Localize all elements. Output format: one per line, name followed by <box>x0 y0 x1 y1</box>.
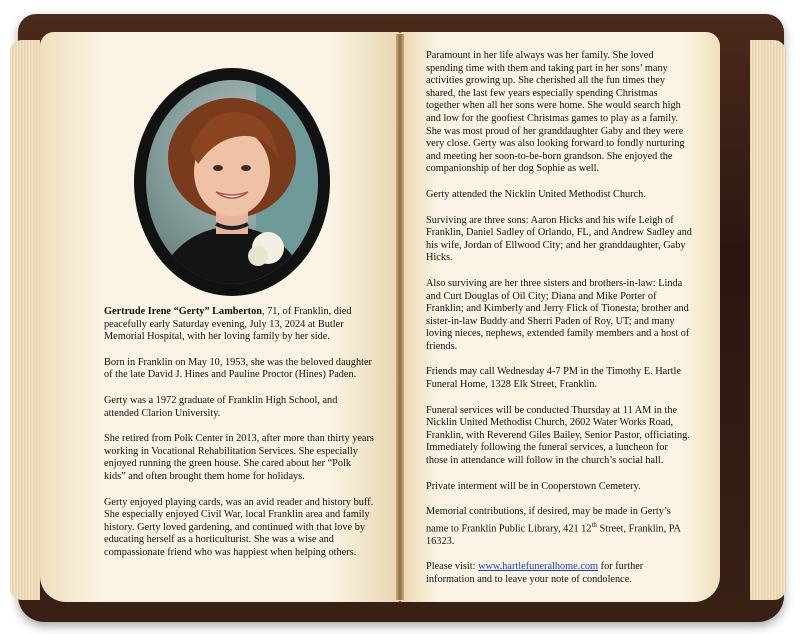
visitation-paragraph: Friends may call Wednesday 4-7 PM in the Timothy E. Hartle Funeral Home, 1328 Elk Street, Franklin. <box>426 366 681 391</box>
siblings-paragraph: Also surviving are her three sisters and brothers-in-law: Linda and Curt Douglas of Oil City; Diana and Mike Porter of Franklin; and Kimberly and Jerry Flick of Tionesta; brother and sister-in-law Buddy and Sherri Paden of Roy, UT; and many loving nieces, nephews, extended family members and a host of friends. <box>426 277 690 352</box>
book-spine <box>396 34 404 600</box>
visit-paragraph: Please visit: www.hartlefuneralhome.com for further information and to leave your note of condolence. <box>426 561 644 586</box>
survivors-paragraph: Surviving are three sons: Aaron Hicks and his wife Leigh of Franklin, Daniel Sadley of Orlando, FL, and Andrew Sadley and his wife, Jordan of Ellwood City; and her granddaughter, Gaby Hicks. <box>426 214 692 264</box>
portrait-photo <box>146 80 318 284</box>
right-column <box>426 50 692 600</box>
career-paragraph: She retired from Polk Center in 2013, after more than thirty years working in Vocational Rehabilitation Services. She especially enjoyed running the green house. She cared about her “Polk kids” and often brought them home for holidays. <box>104 433 374 482</box>
intro-paragraph: Gertrude Irene “Gerty” Lamberton, 71, of Franklin, died peacefully early Saturday evening, July 13, 2024 at Butler Memorial Hospital, with her loving family by her side. <box>104 306 352 343</box>
page-edges-right <box>750 40 786 600</box>
left-column <box>104 306 374 573</box>
deceased-name: Gertrude Irene “Gerty” Lamberton <box>104 306 262 317</box>
church-paragraph: Gerty attended the Nicklin United Methodist Church. <box>426 188 646 200</box>
birth-paragraph: Born in Franklin on May 10, 1953, she was the beloved daughter of the late David J. Hines and Pauline Proctor (Hines) Paden. <box>104 356 372 381</box>
interests-paragraph: Gerty enjoyed playing cards, was an avid reader and history buff. She especially enjoyed Civil War, local Franklin area and family history. Gerty loved gardening, and continued with that love by educating herself as a horticulturist. She was a wise and compassionate friend who was happiest when helping others. <box>104 496 374 558</box>
funeral-paragraph: Funeral services will be conducted Thursday at 11 AM in the Nicklin United Methodist Church, 2602 Water Works Road, Franklin, with Reverend Giles Bailey, Senior Pastor, officiating. Immediately following the funeral services, a luncheon for those in attendance will follow in the church’s social hall. <box>426 404 690 467</box>
family-paragraph: Paramount in her life always was her family. She loved spending time with them and taking part in her sons’ many activities growing up. She cherished all the fun times they shared, the last few years especially spending Christmas together when all her sons were home. She would search high and low for the goofiest Christmas games to play as a family. She was most proud of her granddaughter Gaby and they were very close. Gerty was also looking forward to fondly nurturing and meeting her soon-to-be-born grandson. She enjoyed the companionship of her dog Sophie as well. <box>426 50 685 175</box>
interment-paragraph: Private interment will be in Cooperstown Cemetery. <box>426 480 641 492</box>
education-paragraph: Gerty was a 1972 graduate of Franklin High School, and attended Clarion University. <box>104 394 338 419</box>
funeral-home-link[interactable]: www.hartlefuneralhome.com <box>478 561 599 573</box>
page-edges-left <box>10 40 40 600</box>
memorial-paragraph: Memorial contributions, if desired, may be made in Gerty’s name to Franklin Public Library, 421 12th Street, Franklin, PA 16323. <box>426 506 681 547</box>
